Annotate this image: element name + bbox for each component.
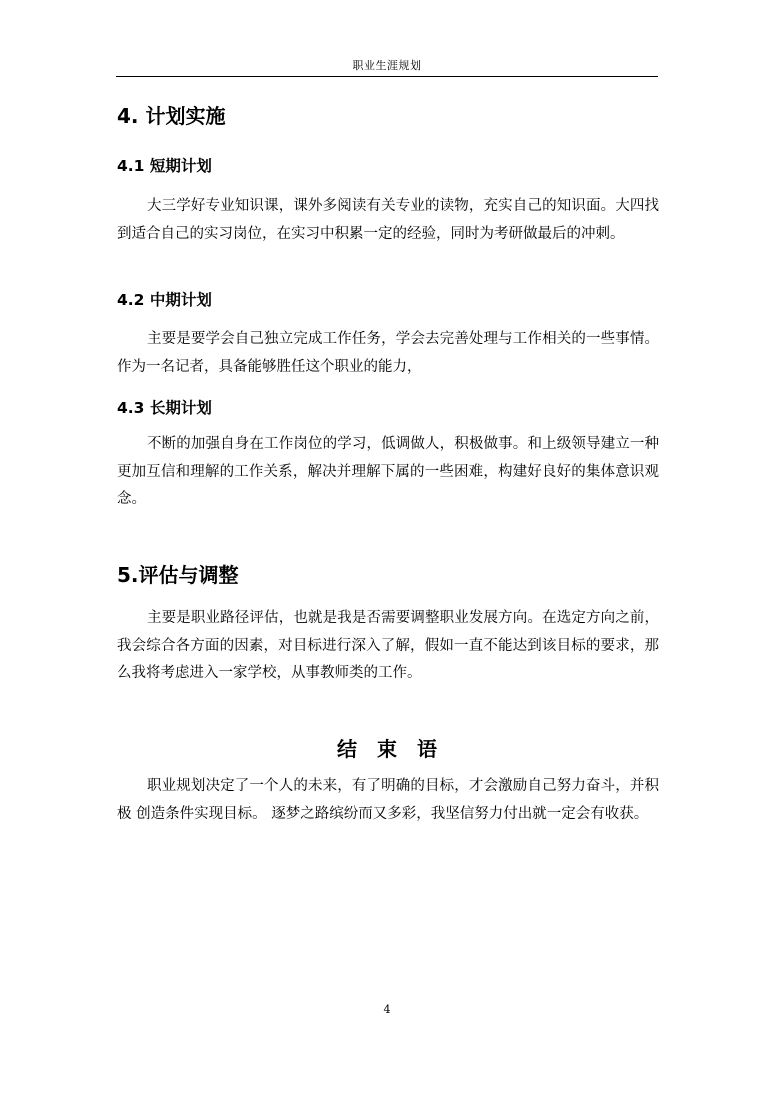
paragraph-long-term: 不断的加强自身在工作岗位的学习，低调做人，积极做事。和上级领导建立一种更加互信和理解的工作关系，解决并理解下属的一些困难，构建好良好的集体意识观念。 xyxy=(117,436,659,507)
subsection-heading-short-term: 4.1 短期计划 xyxy=(117,157,212,175)
subsection-heading-long-term: 4.3 长期计划 xyxy=(117,399,212,417)
section-heading-plan-implementation: 4. 计划实施 xyxy=(117,104,226,128)
paragraph-evaluation: 主要是职业路径评估，也就是我是否需要调整职业发展方向。在选定方向之前，我会综合各方面的因素，对目标进行深入了解，假如一直不能达到该目标的要求，那么我将考虑进入一家学校，从事教师类的工作。 xyxy=(117,610,659,681)
paragraph-mid-term: 主要是要学会自己独立完成工作任务，学会去完善处理与工作相关的一些事情。作为一名记者，具备能够胜任这个职业的能力， xyxy=(117,331,659,375)
page-number: 4 xyxy=(383,1003,391,1016)
running-header: 职业生涯规划 xyxy=(352,59,422,72)
closing-heading: 结束语 xyxy=(337,737,457,761)
section-heading-evaluation: 5.评估与调整 xyxy=(117,563,239,587)
header-divider xyxy=(116,76,658,77)
paragraph-short-term: 大三学好专业知识课，课外多阅读有关专业的读物，充实自己的知识面。大四找到适合自己的实习岗位，在实习中积累一定的经验，同时为考研做最后的冲刺。 xyxy=(117,198,659,242)
subsection-heading-mid-term: 4.2 中期计划 xyxy=(117,291,212,309)
paragraph-closing: 职业规划决定了一个人的未来，有了明确的目标，才会激励自己努力奋斗，并积极 创造条件实现目标。 逐梦之路缤纷而又多彩，我坚信努力付出就一定会有收获。 xyxy=(117,778,659,822)
